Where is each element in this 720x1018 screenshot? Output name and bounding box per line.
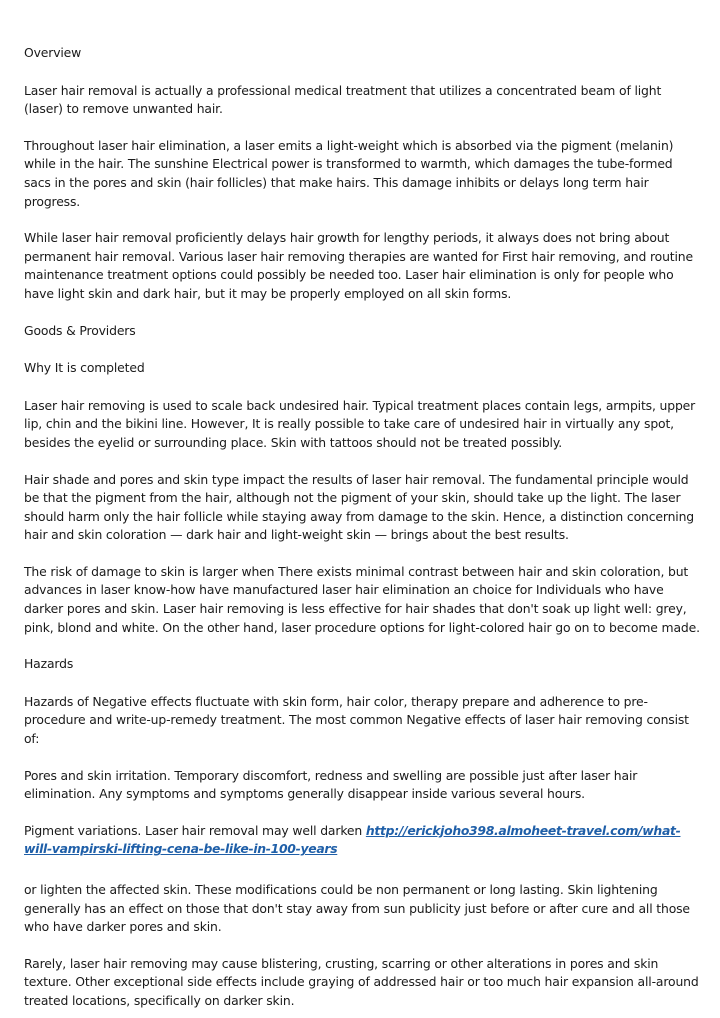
paragraph-risk-contrast: The risk of damage to skin is larger when There exists minimal contrast between hair and skin coloration, but advances in laser know-how have manufactured laser hair elimination an choice for Individuals who have darker pores and skin. Laser hair removing is less effective for hair shades that don't soak up light well: grey, pink, blond and white. On the other hand, laser procedure options for light-colored hair go on to become made. [24,563,700,635]
paragraph-uses: Laser hair removing is used to scale back undesired hair. Typical treatment places contain legs, armpits, upper lip, chin and the bikini line. However, It is really possible to take care of undesired hair in virtually any spot, besides the eyelid or surrounding place. Skin with tattoos should not be treated possibly. [24,397,696,450]
paragraph-intro: Laser hair removal is actually a professional medical treatment that utilizes a concentrated beam of light (laser) to remove unwanted hair. [24,82,662,117]
heading-hazards: Hazards [24,656,74,672]
paragraph-hair-skin-type: Hair shade and pores and skin type impact the results of laser hair removal. The fundamental principle would be that the pigment from the hair, although not the pigment of your skin, should take up the light. The laser should harm only the hair follicle while staying away from damage to the skin. Hence, a distinction concerning hair and skin coloration — dark hair and light-weight skin — brings about the best results. [24,471,695,543]
heading-goods-providers: Goods & Providers [24,322,136,338]
heading-overview: Overview [24,45,82,60]
paragraph-hazards-intro: Hazards of Negative effects fluctuate with skin form, hair color, therapy prepare and adherence to pre-procedure and write-up-remedy treatment. The most common Negative effects of laser hair removing consist of: [24,693,689,747]
article-link[interactable]: http://erickjoho398.almoheet-travel.com/what-will-vampirski-lifting-cena-be-like-in-100-years [24,822,681,857]
paragraph-skin-irritation: Pores and skin irritation. Temporary discomfort, redness and swelling are possible just after laser hair elimination. Any symptoms and symptoms generally disappear inside various several hours. [24,767,638,802]
paragraph-effectiveness: While laser hair removal proficiently delays hair growth for lengthy periods, it always does not bring about permanent hair removal. Various laser hair removing therapies are wanted for First hair removing, and routine maintenance treatment options could possibly be needed too. Laser hair elimination is only for people who have light skin and dark hair, but it may be properly employed on all skin forms. [24,230,693,301]
paragraph-lighten-skin: or lighten the affected skin. These modifications could be non permanent or long lasting. Skin lightening generally has an effect on those that don't stay away from sun publicity just before or after cure and all those who have darker pores and skin. [24,882,690,935]
paragraph-rare-effects: Rarely, laser hair removing may cause blistering, crusting, scarring or other alterations in pores and skin texture. Other exceptional side effects include graying of addressed hair or too much hair expansion all-around treated locations, specifically on darker skin. [24,955,699,1008]
pigment-text: Pigment variations. Laser hair removal may well darken [24,822,366,838]
paragraph-pigment-variations [24,822,700,859]
paragraph-how-it-works: Throughout laser hair elimination, a laser emits a light-weight which is absorbed via the pigment (melanin) while in the hair. The sunshine Electrical power is transformed to warmth, which damages the tube-formed sacs in the pores and skin (hair follicles) that make hairs. This damage inhibits or delays long term hair progress. [24,137,674,209]
heading-why-completed: Why It is completed [24,360,145,376]
